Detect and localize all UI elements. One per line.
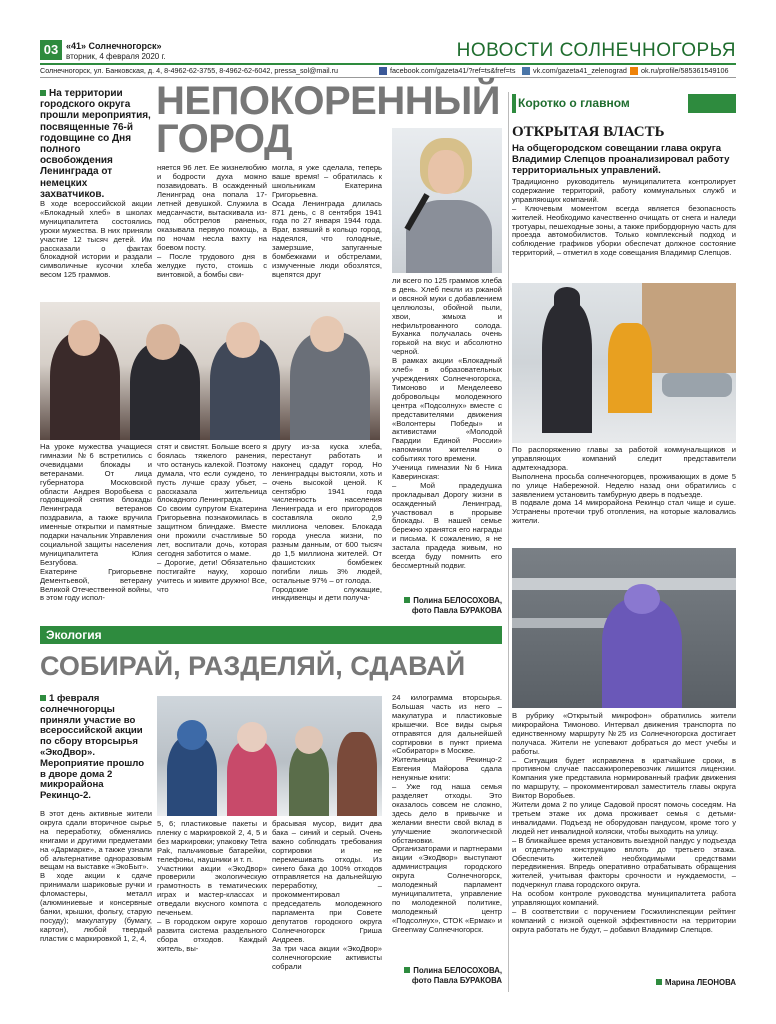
pipe-1	[512, 578, 736, 590]
article1-col1a: В ходе всероссийской акции «Блокадный хлеб» в школах муниципалитета состоялись уроки мужества. В них приняли участие 12 тысяч детей. Им рассказали о фактах блокадной истории и раздали символичные кусочки хлеба весом 125 граммов.	[40, 200, 152, 280]
section-title: НОВОСТИ СОЛНЕЧНОГОРЬЯ	[456, 40, 736, 61]
sidebar-title: ОТКРЫТАЯ ВЛАСТЬ	[512, 124, 665, 140]
issue-date: вторник, 4 февраля 2020 г.	[66, 52, 166, 61]
photo-children	[157, 696, 382, 816]
header-rule	[40, 63, 736, 65]
article1-lead: На территории городского округа прошли мероприятия, посвященные 76-й годовщине со Дня полного освобождения Ленинграда от немецких захватчиков.	[40, 88, 151, 200]
sidebar-p1: Традиционно руководитель муниципалитета контролирует содержание территорий, работу коммунальных служб и управляющих компаний. – Ключевым моментом всегда является безопасность жителей. Необходимо качественно очищать от снега и наледи тротуары, пешеходные зоны, а также прибордюрную часть для проезда автомобилистов. Только комплексный подход и соблюдение графиков уборки обеспечат должное состояние территорий, – отметил в ходе совещания Владимир Слепцов.	[512, 178, 736, 258]
article1-credit: Полина БЕЛОСОХОВА, фото Павла БУРАКОВА	[392, 596, 502, 615]
child-3	[289, 744, 329, 816]
child-2-head	[237, 722, 267, 752]
article2-col2: 5, 6; пластиковые пакеты и пленку с маркировкой 2, 4, 5 и без маркировки; упаковку Tetra Pak, пальчиковые батарейки, телефоны, наушники и т. п. Участники акции «ЭкоДвор» проверили экологическую грамотность в тематических играх и мастер-классах и отведали вкусного компота с печеньем. – В городском округе хорошо развита система раздельного сбора отходов. Каждый житель, вы-	[157, 820, 267, 953]
article1-title-1: НЕПОКОРЕННЫЙ	[156, 79, 500, 123]
article1-col2b: стят и свистят. Больше всего я боялась тяжелого ранения, что останусь калекой. Поэтому думала, что если суждено, то пусть лучше сразу убьет, – рассказала жительница блокадного Ленинграда. Со своим супругом Екатерина Григорьевна познакомилась в защитном блиндаже. Вместе они прожили счастливые 50 лет, воспитали дочь, которая сегодня заботится о маме. – Дорогие, дети! Обязательно постигайте науку, хорошо учитесь и живите дружно! Все, что	[157, 443, 267, 594]
person-4-head	[310, 316, 344, 352]
article2-col4: 24 килограмма вторсырья. Большая часть из него – макулатура и пластиковые крышечки. Все виды сырья отправятся для дальнейшей сортировки в пункт приема «Собиратор» в Москве. Жительница Рекинцо-2 Евгения Майорова сдала ненужные книги: – Уже год наша семья разделяет отходы. Это оказалось совсем не сложно, здесь дело в привычке и желании внести свой вклад в улучшение экологической обстановки. Организаторами и партнерами акции «ЭкоДвор» выступают администрация городского округа Солнечногорск, молодежный парламент муниципалитета, управление по молодежной политике, молодежный центр «Подсолнух», СТОК «Ермак» и Greenway Солнечногорск.	[392, 694, 502, 934]
sidebar-lead: На общегородском совещании глава округа Владимир Слепцов проанализировал работу территориальных управлений.	[512, 143, 730, 177]
article2-col1: В этот день активные жители округа сдали вторичное сырье на переработку, обменялись книгами и другими предметами на «Дармарке», а также узнали об альтернативе одноразовым вещам на выставке «ЭкоБыт». В ходе акции к сдаче принимали шариковые ручки и фломастеры, металл (алюминиевые и консервные банки, крышки, фольгу, старую посуду); макулатуру (бумагу, картон), любой твердый пластик с маркировкой 1, 2, 4,	[40, 810, 152, 943]
person-2-head	[146, 324, 180, 360]
article2-col3: брасывая мусор, видит два бака – синий и серый. Очень важно соблюдать требования сортировки и не перемешивать отходы. Из синего бака до 100% отходов отправляется на дальнейшую переработку, – прокомментировал председатель молодежного парламента при Совете депутатов городского округа Солнечногорск Гриша Андреев. За три часа акции «ЭкоДвор» солнечногорские активисты собрали	[272, 820, 382, 971]
photo-veterans	[40, 302, 380, 440]
paper-name: «41» Солнечногорск»	[66, 41, 162, 51]
vk-link[interactable]: vk.com/gazeta41_zelenograd	[533, 66, 627, 75]
article1-col3b: другу из-за куска хлеба, перестанут работать и наконец сдадут город. Но ленинградцы выстояли, хоть и очень высокой ценой. К сентябрю 1941 года численность населения Ленинграда и его пригородов составляла около 2,9 миллиона человек. Блокада города унесла жизни, по разным данным, от 600 тысяч до 1,5 миллиона жителей. От фашистских бомбежек погибли лишь 3% людей, остальные 97% – от голода. Городские служащие, инждивенцы и дети получа-	[272, 443, 382, 603]
worker-1-helmet	[554, 287, 580, 307]
article1-title-2: ГОРОД	[156, 117, 292, 161]
child-4	[337, 732, 377, 816]
ecology-rubric: Экология	[40, 626, 502, 644]
sidebar-p3: В рубрику «Открытый микрофон» обратились жители микрорайона Тимоново. Интервал движения транспорта по единственному маршруту №25 из Солнечногорска достигает получаса. Жители не успевают добраться до мест учебы и работы. – Ситуация будет исправлена в кратчайшие сроки, в противном случае пассажироперевозчик лишится лицензии. Компания уже представила нормированный график движения по маршруту, – прокомментировал заместитель главы округа Виктор Воробьев. Жители дома 2 по улице Садовой просят помочь соседям. На третьем этаже их дома проживает семья с детьми-инвалидами. Подъезд не оборудован пандусом, кроме того у людей нет инвалидной коляски, чтобы выходить на улицу. – В ближайшее время установить выездной пандус у подъезда и отдельную конструкцию вплоть до третьего этажа. Обеспечить жителей необходимыми средствами передвижения. Впредь оперативно отрабатывать обращения жителей, учитывая факторы срочности и нуждаемости, – подчеркнул глава городского округа. На особом контроле руководства муниципалитета работа управляющих компаний. – В соответствии с поручением Госжилинспекции рейтинг компаний с низкой оценкой эффективности на территории округа работать не будут, – добавил Владимир Слепцов.	[512, 712, 736, 934]
article2-title: СОБИРАЙ, РАЗДЕЛЯЙ, СДАВАЙ	[40, 651, 466, 681]
child-1-head	[177, 720, 207, 750]
car	[662, 373, 732, 397]
sidebar-credit: Марина ЛЕОНОВА	[512, 978, 736, 988]
person-3-head	[226, 322, 260, 358]
address-line: Солнечногорск, ул. Банковская, д. 4, 8-4962-62-3755, 8-4962-62-6042, pressa_sol@mail.ru	[40, 66, 338, 75]
sidebar-p2: По распоряжению главы за работой коммунальщиков и управляющих компаний следит представители адмтехнадзора. Выполнена просьба солнечногорцев, проживающих в доме 5 по улице Набережной. Неделю назад они обратились с заявлением установить тамбурную дверь в подъезде. В подвале дома 14 микрорайона Рекинцо стал чище и суше. Устранены протечки труб отопления, на которые жаловались жители.	[512, 446, 736, 526]
speaker-face	[428, 150, 464, 194]
child-3-head	[295, 726, 323, 754]
building	[642, 283, 736, 373]
article2-credit: Полина БЕЛОСОХОВА, фото Павла БУРАКОВА	[392, 966, 502, 985]
article1-col1b: На уроке мужества учащиеся гимназии №6 встретились с очевидцами блокады и ветеранами. От лица губернатора Московской области Андрея Воробьева с годовщиной снятия блокады Ленинграда ветеранов поздравила, а также вручила именные открытки и памятные подарки начальник Управления социальной защиты населения муниципалитета Юлия Безгубова. Екатерине Григорьевне Дементьевой, ветерану Великой Отечественной войны, в этом году испол-	[40, 443, 152, 603]
worker-suit	[602, 598, 682, 708]
article1-col4: ли всего по 125 граммов хлеба в день. Хлеб пекли из ржаной и овсяной муки с добавлением целлюлозы, обойной пыли, хвои, жмыха и нефильтрованного солода. Буханка получалась очень горькой на вкус и абсолютно черной. В рамках акции «Блокадный хлеб» в образовательных учреждениях Солнечногорска, Тимоново и Менделеево добровольцы молодежного центра «Подсолнух» вместе с представителями движения «Волонтеры Победы» и активистами «Молодой Гвардии Единой России» напомнили жителям о событиях того времени. Ученица гимназии №6 Ника Каверинская: – Мой прадедушка прокладывал Дорогу жизни в осажденный Ленинград, участвовал в прорыве блокады. В нашей семье бережно хранятся его награды и письма. К сожалению, я не застала прадеда живым, но всегда буду помнить его бессмертный подвиг.	[392, 277, 502, 570]
article1-col3a: могла, я уже сделала, теперь ваше время! – обратилась к школьникам Екатерина Григорьевна. Осада Ленинграда длилась 871 день, с 8 сентября 1941 года по 27 января 1944 года. Враг, взявший в кольцо город, надеялся, что голодные, замерзшие, запуганные бомбежками и обстрелами, измученные люди обозлятся, вцепятся друг	[272, 164, 382, 279]
address-rule	[40, 77, 736, 78]
worker-hood	[624, 584, 660, 614]
person-1-head	[68, 320, 100, 356]
facebook-icon	[379, 67, 387, 75]
facebook-link[interactable]: facebook.com/gazeta41/?ref=ts&fref=ts	[390, 66, 516, 75]
page-number: 03	[40, 40, 62, 60]
vk-icon	[522, 67, 530, 75]
article2-lead: 1 февраля солнечногорцы приняли участие во всероссийской акции по сбору вторсырья «ЭкоДвор». Мероприятие прошло в дворе дома 2 микрорайона Рекинцо-2.	[40, 693, 145, 802]
ok-icon	[630, 67, 638, 75]
photo-speaker	[392, 128, 502, 273]
article1-col2a: няется 96 лет. Ее жизнелюбию и бодрости духа можно позавидовать. В осажденный Ленинград она попала 17-летней девушкой. Служила в медсанчасти, вытаскивала из-под обстрелов раненых, оказывала первую помощь, а по ночам несла вахту на боевом посту. – После трудового дня в желудке пусто, стоишь с винтовкой, а бомбы сви-	[157, 164, 267, 279]
ok-link[interactable]: ok.ru/profile/585361549106	[641, 66, 729, 75]
photo-workers	[512, 283, 736, 443]
worker-2	[608, 323, 652, 413]
worker-1	[542, 303, 592, 433]
photo-basement	[512, 548, 736, 708]
sidebar-rubric: Коротко о главном	[516, 94, 688, 113]
